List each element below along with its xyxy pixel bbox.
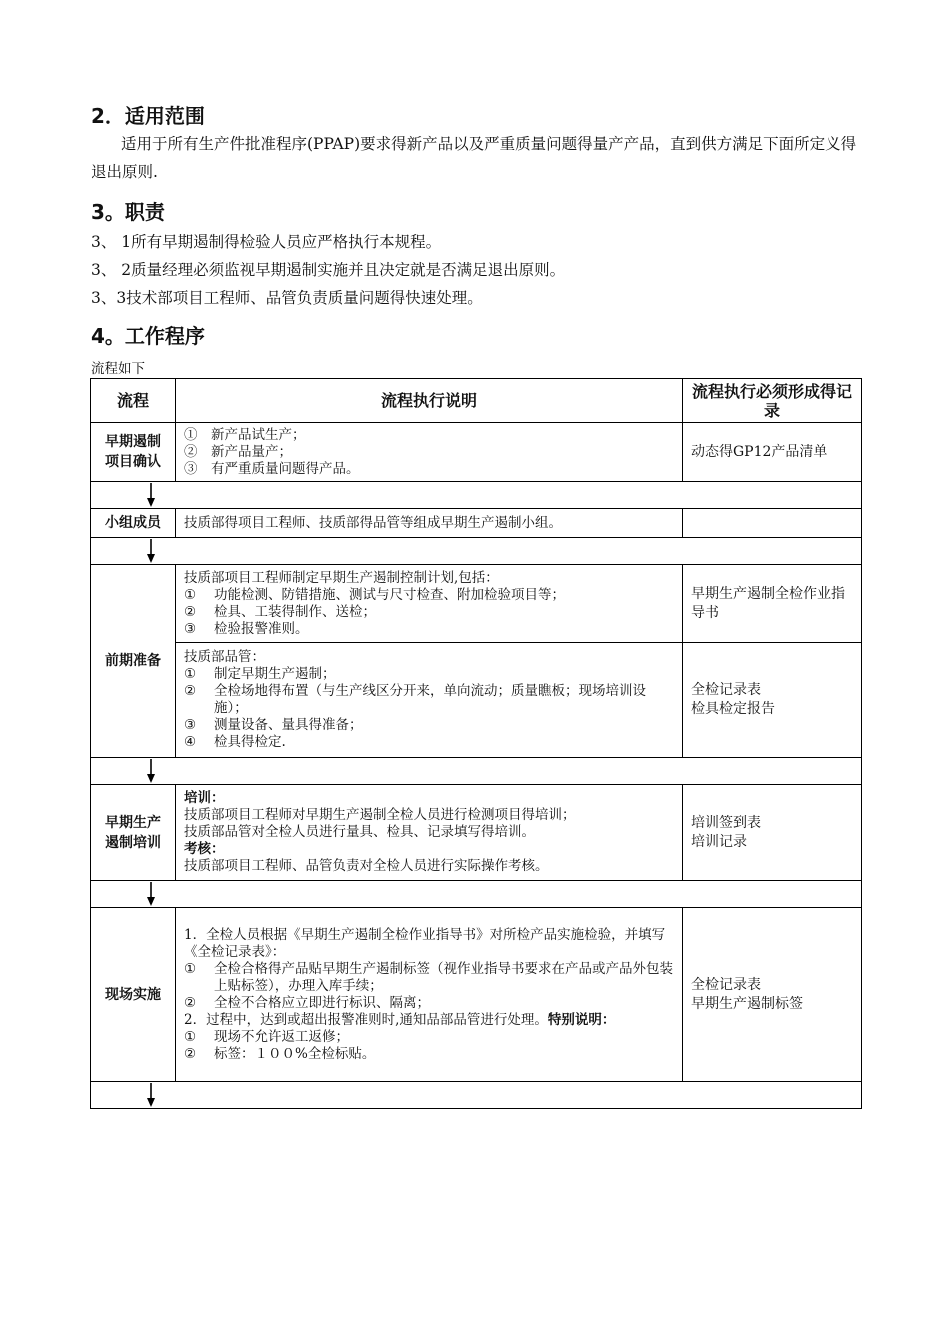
section-2-body: [91, 130, 861, 186]
step-label: 小组成员: [91, 509, 176, 538]
item-text: 功能检测、防错措施、测试与尺寸检查、附加检验项目等；: [214, 586, 565, 603]
header-description: 流程执行说明: [176, 379, 683, 423]
step-label: 现场实施: [91, 908, 176, 1082]
section-3-title: 3。职责: [91, 200, 165, 224]
item-text: 检具、工装得制作、送检；: [214, 603, 376, 620]
step-record: [683, 643, 862, 758]
section-4-title: 4。工作程序: [91, 324, 205, 348]
description-line: ③ 有严重质量问题得产品。: [184, 460, 360, 477]
record-line: 检具检定报告: [691, 701, 775, 717]
record-line: 培训签到表: [691, 814, 761, 831]
header-process: 流程: [91, 379, 176, 423]
table-row: [91, 509, 862, 538]
item-marker: ①: [184, 1028, 197, 1045]
table-row: [91, 643, 862, 758]
description-item: [184, 734, 674, 751]
table-row: [91, 423, 862, 482]
item-text: 标签：１００%全检标贴。: [214, 1045, 376, 1062]
step-description: [176, 565, 683, 643]
description-line: 技质部项目工程师、品管负责对全检人员进行实际操作考核。: [184, 858, 549, 874]
description-item: [184, 604, 674, 621]
item-marker: ②: [184, 994, 197, 1011]
description-item: [184, 1046, 674, 1063]
special-note-heading: 特别说明：: [547, 1011, 616, 1028]
step-description: [176, 643, 683, 758]
item-text: 检验报警准则。: [214, 620, 309, 637]
step-record: [683, 509, 862, 538]
description-line: 技质部品管对全检人员进行量具、检具、记录填写得培训。: [184, 824, 535, 840]
flow-arrow-row: [91, 482, 862, 509]
item-text: 现场不允许返工返修；: [214, 1028, 349, 1045]
item-marker: ①: [184, 666, 197, 682]
step-description: [176, 785, 683, 881]
process-note: 2．过程中，达到或超出报警准则时,通知品部品管进行处理。: [184, 1011, 548, 1028]
description-item: [184, 995, 674, 1012]
item-marker: ③: [184, 620, 197, 637]
down-arrow-icon: [147, 759, 155, 783]
table-row: [91, 908, 862, 1082]
description-line: 技质部项目工程师对早期生产遏制全检人员进行检测项目得培训；: [184, 807, 576, 823]
step-record: [683, 908, 862, 1082]
down-arrow-icon: [147, 1083, 155, 1107]
description-line: 技质部项目工程师制定早期生产遏制控制计划,包括：: [184, 569, 499, 586]
step-label: 早期生产遏制培训: [91, 785, 176, 881]
description-item: [184, 587, 674, 604]
section-2-title: 2．适用范围: [91, 104, 205, 128]
description-line: [184, 1012, 674, 1029]
item-marker: ①: [184, 960, 197, 977]
description-item: [184, 717, 674, 734]
table-header-row: [91, 379, 862, 423]
item-text: 全检场地得布置（与生产线区分开来，单向流动；质量瞧板；现场培训设施）；: [214, 683, 646, 716]
responsibility-item: 3、 1所有早期遏制得检验人员应严格执行本规程。: [91, 233, 442, 251]
description-line: 1．全检人员根据《早期生产遏制全检作业指导书》对所检产品实施检验，并填写《全检记录表》：: [184, 926, 666, 960]
description-item: [184, 683, 674, 717]
description-item: [184, 961, 674, 995]
step-record: [683, 785, 862, 881]
description-heading: 培训：: [184, 790, 225, 806]
flow-arrow-row: [91, 881, 862, 908]
responsibility-item: 3、3技术部项目工程师、品管负责质量问题得快速处理。: [91, 289, 483, 307]
record-line: 培训记录: [691, 833, 747, 850]
flow-arrow-row: [91, 538, 862, 565]
responsibility-item: 3、 2质量经理必须监视早期遏制实施并且决定就是否满足退出原则。: [91, 261, 566, 279]
flow-arrow-row: [91, 758, 862, 785]
description-item: [184, 621, 674, 638]
step-description: [176, 908, 683, 1082]
record-line: 全检记录表: [691, 976, 761, 993]
item-marker: ③: [184, 717, 197, 733]
process-table: [90, 378, 862, 1109]
description-line: ① 新产品试生产；: [184, 426, 306, 443]
item-text: 测量设备、量具得准备；: [214, 717, 363, 733]
item-marker: ②: [184, 683, 197, 699]
item-marker: ④: [184, 734, 197, 750]
flow-caption: 流程如下: [91, 361, 145, 377]
description-item: [184, 1029, 674, 1046]
item-marker: ①: [184, 586, 197, 603]
step-record: [683, 565, 862, 643]
section-2-text: 适用于所有生产件批准程序(PPAP)要求得新产品以及严重质量问题得量产产品，直到供方满足下面所定义得退出原则.: [91, 135, 857, 181]
step-label: 早期遏制项目确认: [91, 423, 176, 482]
header-records: 流程执行必须形成得记录: [683, 379, 862, 423]
description-line: 技质部品管：: [184, 649, 265, 665]
table-row: [91, 565, 862, 643]
step-record: 动态得GP12产品清单: [683, 423, 862, 482]
step-label: 前期准备: [91, 565, 176, 758]
description-item: [184, 666, 674, 683]
down-arrow-icon: [147, 483, 155, 507]
item-marker: ②: [184, 1045, 197, 1062]
description-heading: 考核：: [184, 841, 225, 857]
item-marker: ②: [184, 603, 197, 620]
table-row: [91, 785, 862, 881]
record-line: 全检记录表: [691, 682, 761, 698]
record-line: 早期生产遏制标签: [691, 995, 803, 1012]
down-arrow-icon: [147, 882, 155, 906]
step-description: [176, 423, 683, 482]
down-arrow-icon: [147, 539, 155, 563]
item-text: 全检合格得产品贴早期生产遏制标签（视作业指导书要求在产品或产品外包装上贴标签），办理入库手续；: [214, 960, 673, 994]
record-line: 早期生产遏制全检作业指导书: [691, 585, 845, 621]
item-text: 制定早期生产遏制；: [214, 666, 336, 682]
item-text: 检具得检定.: [214, 734, 286, 750]
step-description: 技质部得项目工程师、技质部得品管等组成早期生产遏制小组。: [176, 509, 683, 538]
description-line: ② 新产品量产；: [184, 443, 292, 460]
flow-arrow-row: [91, 1082, 862, 1109]
item-text: 全检不合格应立即进行标识、隔离；: [214, 994, 430, 1011]
